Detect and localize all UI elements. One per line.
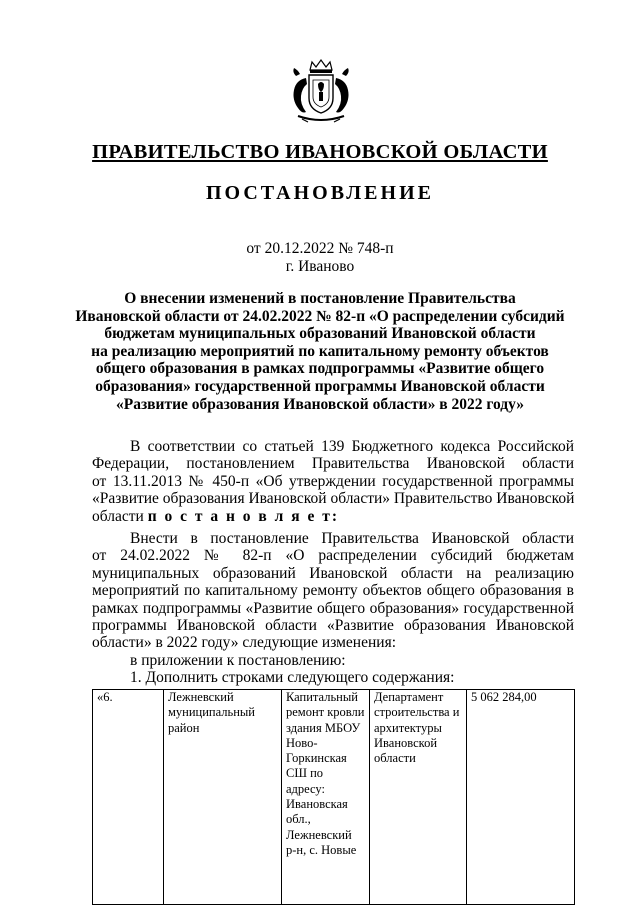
paragraph-line: от 13.11.2013 № 450-п «Об утверждении государственной программы bbox=[92, 472, 574, 490]
amount-cell: 5 062 284,00 bbox=[467, 690, 575, 905]
paragraph-line: мероприятий по капитальному ремонту объектов общего образования в bbox=[92, 582, 574, 600]
annex-intro: в приложении к постановлению: bbox=[130, 651, 346, 669]
annex-table bbox=[92, 689, 575, 905]
subject-line: бюджетам муниципальных образований Ивановской области bbox=[104, 325, 536, 343]
amendment-paragraph bbox=[92, 530, 574, 687]
subject-line: на реализацию мероприятий по капитальному ремонту объектов bbox=[91, 342, 549, 360]
paragraph-line bbox=[92, 508, 574, 525]
municipality-cell: Лежневский муниципальный район bbox=[164, 690, 282, 905]
paragraph-line: программы Ивановской области «Развитие образования Ивановской bbox=[92, 616, 574, 634]
document-date-number: от 20.12.2022 № 748-п bbox=[246, 240, 394, 257]
document-type: ПОСТАНОВЛЕНИЕ bbox=[206, 182, 434, 204]
subject-line: Ивановской области от 24.02.2022 № 82-п «О распределении субсидий bbox=[75, 307, 565, 325]
paragraph-line: области» в 2022 году» следующие изменения: bbox=[92, 634, 397, 652]
item-1: 1. Дополнить строками следующего содержания: bbox=[130, 669, 455, 687]
paragraph-line: от 24.02.2022 № 82-п «О распределении субсидий бюджетам bbox=[92, 547, 574, 565]
paragraph-text: области bbox=[92, 507, 148, 525]
document-subject bbox=[70, 290, 570, 413]
paragraph-line: муниципальных образований Ивановской области на реализацию bbox=[92, 564, 574, 582]
object-cell: Капитальный ремонт кровли здания МБОУ Ново-Горкинская СШ по адресу: Ивановская обл., Лежневский р-н, с. Новые bbox=[282, 690, 370, 905]
department-cell: Департамент строительства и архитектуры Ивановской области bbox=[370, 690, 467, 905]
preamble-paragraph bbox=[92, 438, 574, 525]
paragraph-line: Внести в постановление Правительства Ивановской области bbox=[130, 530, 574, 547]
paragraph-line: рамках подпрограммы «Развитие общего образования» государственной bbox=[92, 599, 574, 617]
subject-line: О внесении изменений в постановление Правительства bbox=[124, 290, 516, 307]
paragraph-line: В соответствии со статьей 139 Бюджетного кодекса Российской bbox=[130, 438, 574, 455]
document-city: г. Иваново bbox=[285, 258, 355, 275]
table-row bbox=[93, 690, 575, 905]
organization-title: ПРАВИТЕЛЬСТВО ИВАНОВСКОЙ ОБЛАСТИ bbox=[92, 141, 548, 163]
coat-of-arms-icon bbox=[288, 56, 354, 126]
subject-line: общего образования в рамках подпрограммы «Развитие общего bbox=[95, 360, 545, 378]
row-number-cell: «6. bbox=[93, 690, 164, 905]
paragraph-line: «Развитие образования Ивановской области» Правительство Ивановской bbox=[92, 490, 575, 508]
paragraph-line: Федерации, постановлением Правительства Ивановской области bbox=[92, 455, 574, 473]
subject-line: образования» государственной программы Ивановской области bbox=[95, 377, 545, 395]
subject-line: «Развитие образования Ивановской области» в 2022 году» bbox=[115, 395, 525, 413]
decree-word: п о с т а н о в л я е т: bbox=[147, 507, 340, 525]
